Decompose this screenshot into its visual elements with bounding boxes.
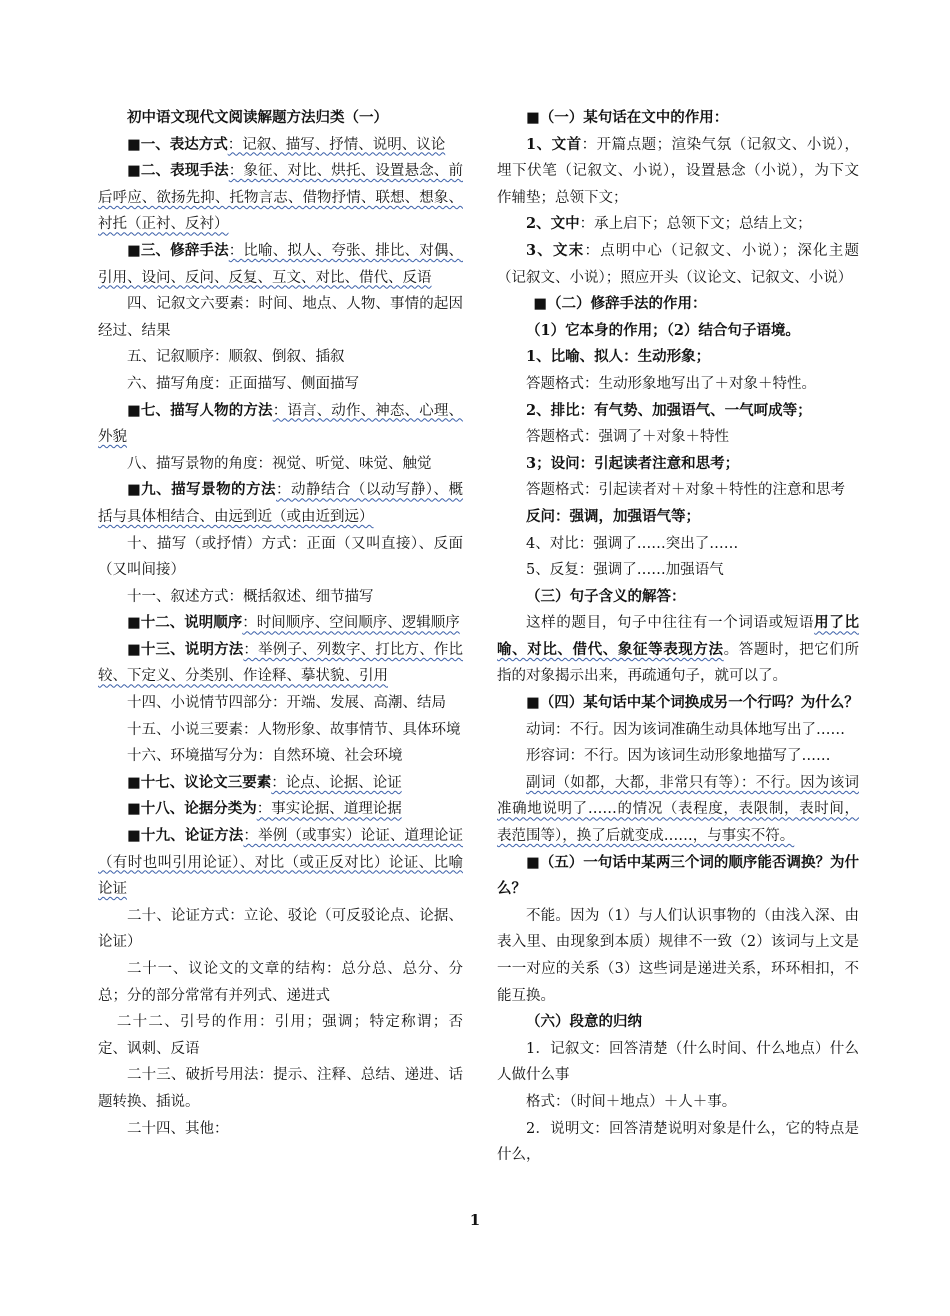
item-4: 四、记叙文六要素：时间、地点、人物、事情的起因经过、结果 [98, 296, 463, 339]
item-7-text: ：语言、动作、神态、心理、外貌 [98, 402, 464, 446]
item-22: 二十二、引号的作用：引用；强调；特定称谓；否定、讽刺、反语 [98, 1014, 463, 1057]
section-2-item-1: 1、比喻、拟人：生动形象； [526, 348, 711, 366]
section-1-item-a-text: ：开篇点题；渲染气氛（记叙文、小说），埋下伏笔（记叙文、小说），设置悬念（小说），为下文作辅垫；总领下文； [497, 136, 860, 206]
section-1-item-c [497, 238, 859, 291]
section-2-item-4: 4、对比：强调了……突出了…… [526, 535, 739, 552]
item-13-heading: ■十三、说明方法 [127, 640, 244, 658]
item-19-text: ：举例（或事实）论证、道理论证（有时也叫引用论证）、对比（或正反对比）论证、比喻论证 [98, 828, 464, 898]
item-1-text: ：记叙、描写、抒情、说明、议论 [227, 136, 446, 153]
item-2-text: ：象征、对比、烘托、设置悬念、前后呼应、欲扬先抑、托物言志、借物抒情、联想、想象、衬托（正衬、反衬） [98, 163, 463, 233]
section-6-item-1: 1．记叙文：回答清楚（什么时间、什么地点）什么人做什么事 [497, 1040, 859, 1084]
item-12 [98, 610, 463, 637]
item-15: 十五、小说三要素：人物形象、故事情节、具体环境 [127, 721, 461, 738]
section-2-heading: ■（二）修辞手法的作用： [533, 295, 707, 313]
item-7-heading: ■七、描写人物的方法 [127, 401, 273, 419]
section-1-item-c-text: ：点明中心（记叙文、小说）；深化主题（记叙文、小说）；照应开头（议论文、记叙文、小说） [497, 242, 860, 286]
item-16: 十六、环境描写分为：自然环境、社会环境 [127, 748, 403, 765]
item-6: 六、描写角度：正面描写、侧面描写 [127, 375, 359, 392]
item-3-text: ：比喻、拟人、夸张、排比、对偶、引用、设问、反问、反复、互文、对比、借代、反语 [98, 242, 463, 286]
item-12-heading: ■十二、说明顺序 [127, 614, 243, 632]
item-17 [98, 770, 463, 797]
section-1-item-b-label: 2、文中 [526, 215, 580, 233]
right-column [497, 105, 859, 1169]
section-3-highlight: 用了比喻、对比、借代、象征等表现方法 [497, 614, 860, 658]
section-5-text: 不能。因为（1）与人们认识事物的（由浅入深、由表入里、由现象到本质）规律不一致（2）该词与上文是一一对应的关系（3）这些词是递进关系，环环相扣，不能互换。 [497, 907, 859, 1004]
item-7 [98, 398, 463, 451]
section-2-item-5: 5、反复：强调了……加强语气 [526, 562, 724, 579]
item-2-heading: ■二、表现手法 [127, 162, 229, 180]
item-13 [98, 637, 463, 690]
item-13-text: ：举例子、列数字、打比方、作比较、下定义、分类别、作诠释、摹状貌、引用 [98, 641, 464, 685]
section-1-item-c-label: 3、文末 [526, 241, 585, 259]
section-2-item-1-format: 答题格式：生动形象地写出了＋对象＋特性。 [526, 375, 816, 392]
item-18-heading: ■十八、论据分类为 [127, 800, 257, 818]
left-column [98, 105, 463, 1142]
section-1-item-a [497, 132, 859, 212]
item-17-heading: ■十七、议论文三要素 [127, 773, 272, 791]
section-2-item-3-format: 答题格式：引起读者对＋对象＋特性的注意和思考 [526, 482, 845, 499]
item-24: 二十四、其他： [127, 1120, 229, 1137]
item-14: 十四、小说情节四部分：开端、发展、高潮、结局 [127, 695, 446, 712]
section-2-subheading: （1）它本身的作用；（2）结合句子语境。 [526, 321, 800, 339]
item-1-heading: ■一、表达方式 [127, 135, 228, 153]
item-18 [98, 796, 463, 823]
item-9-heading: ■九、描写景物的方法 [127, 481, 276, 499]
item-8: 八、描写景物的角度：视觉、听觉、味觉、触觉 [127, 455, 432, 472]
section-3-text-end: 。答题时，把它们所指的对象揭示出来，再疏通句子，就可以了。 [497, 641, 860, 685]
section-3-heading: （三）句子含义的解答： [526, 587, 686, 605]
item-19 [98, 823, 463, 903]
item-17-text: ：论点、论据、论证 [271, 774, 402, 791]
section-5-heading: ■（五）一句话中某两三个词的顺序能否调换？为什么？ [497, 853, 859, 898]
section-3-text-start: 这样的题目，句子中往往有一个词语或短语 [526, 615, 815, 632]
section-2-item-2: 2、排比：有气势、加强语气、一气呵成等； [526, 401, 812, 419]
section-1-heading: ■（一）某句话在文中的作用： [526, 109, 729, 126]
item-19-heading: ■十九、论证方法 [127, 827, 244, 845]
section-6-item-1-format: 格式：（时间＋地点）＋人＋事。 [526, 1093, 737, 1110]
item-3-heading: ■三、修辞手法 [127, 241, 229, 259]
item-20: 二十、论证方式：立论、驳论（可反驳论点、论据、论证） [98, 907, 463, 951]
section-6-item-2: 2．说明文：回答清楚说明对象是什么，它的特点是什么， [497, 1120, 859, 1164]
item-5: 五、记叙顺序：顺叙、倒叙、插叙 [127, 349, 345, 366]
item-1 [98, 132, 463, 159]
section-6-heading: （六）段意的归纳 [526, 1013, 642, 1031]
page-number: 1 [469, 1211, 481, 1229]
section-1-item-b [497, 211, 859, 238]
section-2-item-rhetorical: 反问：强调，加强语气等； [526, 507, 700, 525]
item-10: 十、描写（或抒情）方式：正面（又叫直接）、反面（又叫间接） [98, 535, 463, 579]
section-4-adverb: 副词（如都，大都，非常只有等）：不行。因为该词准确地说明了……的情况（表程度，表限制，表时间，表范围等），换了后就变成……，与事实不符。 [497, 774, 859, 845]
section-4-verb: 动词：不行。因为该词准确生动具体地写出了…… [526, 721, 845, 738]
item-2 [98, 158, 463, 238]
item-18-text: ：事实论据、道理论据 [256, 801, 402, 818]
item-3 [98, 238, 463, 291]
item-11: 十一、叙述方式：概括叙述、细节描写 [127, 588, 374, 605]
item-23: 二十三、破折号用法：提示、注释、总结、递进、话题转换、插说。 [98, 1067, 463, 1110]
section-4-heading: ■（四）某句话中某个词换成另一个行吗？为什么？ [526, 694, 859, 712]
section-1-item-a-label: 1、文首 [526, 135, 582, 153]
item-21: 二十一、议论文的文章的结构：总分总、总分、分总；分的部分常常有并列式、递进式 [98, 961, 463, 1004]
section-4-adjective: 形容词：不行。因为该词生动形象地描写了…… [526, 748, 831, 765]
document-title: 初中语文现代文阅读解题方法归类（一） [127, 109, 388, 126]
item-9 [98, 477, 463, 530]
section-3-text [497, 610, 859, 690]
item-9-text: ：动静结合（以动写静）、概括与具体相结合、由远到近（或由近到远） [98, 482, 464, 525]
section-1-item-b-text: ：承上启下；总领下文；总结上文； [579, 216, 812, 233]
section-2-item-3: 3；设问：引起读者注意和思考； [526, 454, 740, 472]
item-12-text: ：时间顺序、空间顺序、逻辑顺序 [242, 615, 460, 632]
section-2-item-2-format: 答题格式：强调了＋对象＋特性 [526, 429, 729, 446]
